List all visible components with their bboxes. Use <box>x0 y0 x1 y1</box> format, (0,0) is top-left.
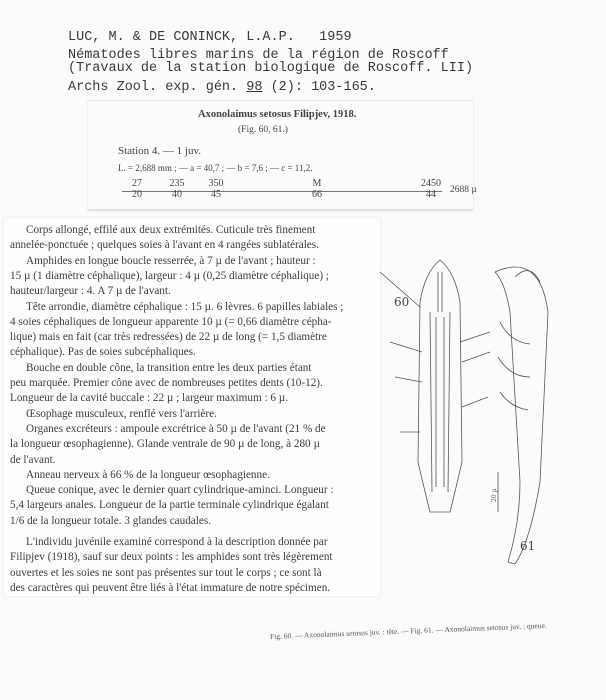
body-text-line: Longueur de la cavité buccale : 22 µ ; largeur maximum : 6 µ. <box>10 392 288 405</box>
citation-title-1: Nématodes libres marins de la région de Roscoff <box>68 48 449 63</box>
body-text-line: des caractères qui peuvent être liés à l'état immature de notre spécimen. <box>10 581 331 594</box>
body-text-line: 5,4 largeurs anales. Longueur de la partie terminale cylindrique égalant <box>10 499 329 512</box>
body-text-line: Amphides en longue boucle resserrée, à 7 µ de l'avant ; hauteur : <box>26 254 316 267</box>
formula-term <box>418 178 444 200</box>
figure-label-60: 60 <box>394 295 410 309</box>
body-text-line: annelée-ponctuée ; quelques soies à l'avant en 4 rangées sublatérales. <box>10 239 319 252</box>
formula-term <box>203 178 229 200</box>
body-text-line: Corps allongé, effilé aux deux extrémités. Cuticule très finement <box>26 224 316 236</box>
body-text-line: hauteur/largeur : 4. A 7 µ de l'avant. <box>10 285 171 298</box>
formula-top: 350 <box>208 178 224 189</box>
authors: LUC, M. & DE CONINCK, L.A.P. <box>68 30 295 45</box>
body-text-line: 4 soies céphaliques de longueur apparente 10 µ (= 0,66 diamètre cépha- <box>10 315 332 328</box>
formula-term <box>304 178 330 200</box>
body-text-line: 15 µ (1 diamètre céphalique), largeur : 4 µ (0,25 diamètre céphalique) ; <box>10 269 329 282</box>
formula-bottom: 66 <box>312 189 322 200</box>
formula-top: 27 <box>132 178 142 189</box>
citation-authors <box>68 30 352 45</box>
issue-pages: (2): 103-165. <box>270 80 376 95</box>
figure-reference: (Fig. 60, 61.) <box>238 125 288 135</box>
figure-label-61: 61 <box>520 539 536 553</box>
formula-bottom: 44 <box>426 189 436 200</box>
measurements: L. = 2,688 mm ; — a = 40,7 ; — b = 7,6 ; — c = 11,2. <box>118 163 313 173</box>
body-text-line: Bouche en double cône, la transition entre les deux parties étant <box>26 361 312 374</box>
body-text-line: céphalique). Pas de soies subcéphaliques. <box>10 346 196 359</box>
body-text-line: Filipjev (1918), sauf sur deux points : les amphides sont très légèrement <box>10 551 333 564</box>
species-header-clipping <box>88 100 477 210</box>
species-title: Axonolaimus setosus Filipjev, 1918. <box>198 109 357 120</box>
body-text-line: la longueur œsophagienne). Glande ventrale de 90 µ de long, à 280 µ <box>10 438 320 451</box>
nematode-figure <box>380 232 570 604</box>
total-length: 2688 µ <box>450 185 477 195</box>
formula-bottom: 20 <box>132 189 142 200</box>
volume: 98 <box>246 80 263 95</box>
body-text-line: lique) mais en fait (car très redressées) de 22 µ de long (= 1,5 diamètre <box>10 331 327 344</box>
citation-journal <box>68 80 376 95</box>
journal: Archs Zool. exp. gén. <box>68 80 239 95</box>
formula-bottom: 45 <box>211 189 221 200</box>
body-text-line: L'individu juvénile examiné correspond à la description donnée par <box>26 536 328 548</box>
body-text-line: de l'avant. <box>10 453 56 466</box>
formula-top: 2450 <box>421 178 441 189</box>
description-clipping <box>4 218 380 596</box>
body-text-line: Œsophage musculeux, renflé vers l'arrière. <box>26 407 217 420</box>
body-text-line: peu marquée. Premier cône avec de nombreuses petites dents (10-12). <box>10 377 323 389</box>
scale-bar-label: 20 µ <box>491 488 498 502</box>
station: Station 4. — 1 juv. <box>118 145 202 157</box>
formula-term <box>164 178 190 200</box>
body-text-line: ouvertes et les soies ne sont pas présentes sur tout le corps ; ce sont là <box>10 566 322 579</box>
body-text-line: Queue conique, avec le dernier quart cylindrique-aminci. Longueur : <box>26 484 334 497</box>
figure-caption: Fig. 60. — Axonolaimus setosus juv. : tête. — Fig. 61. — Axonolaimus setosus juv. : queue. <box>269 620 547 641</box>
formula-top: 235 <box>169 178 185 189</box>
body-text-line: Tête arrondie, diamètre céphalique : 15 µ. 6 lèvres. 6 papilles labiales ; <box>26 300 344 313</box>
formula-top: M <box>312 178 322 189</box>
formula-term <box>124 178 150 200</box>
body-text-line: Organes excréteurs : ampoule excrétrice à 50 µ de l'avant (21 % de <box>26 422 326 435</box>
formula-bottom: 40 <box>172 189 182 200</box>
citation-title-2: (Travaux de la station biologique de Roscoff. LII) <box>68 61 474 76</box>
body-text-line: Anneau nerveux à 66 % de la longueur œsophagienne. <box>26 468 270 481</box>
body-text-line: 1/6 de la longueur totale. 3 glandes caudales. <box>10 514 211 527</box>
year: 1959 <box>319 30 352 45</box>
